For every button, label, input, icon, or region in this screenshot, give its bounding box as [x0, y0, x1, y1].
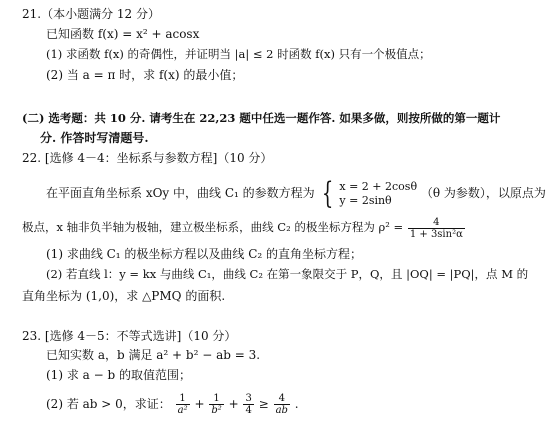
problem-23-q2-line	[46, 391, 299, 417]
parametric-eq-x: x = 2 + 2cosθ	[339, 179, 418, 193]
problem-22-intro: 在平面直角坐标系 xOy 中，曲线 C₁ 的参数方程为	[46, 186, 315, 200]
polar-fraction-numerator: 4	[408, 217, 465, 229]
parametric-eq-y: y = 2sinθ	[339, 193, 392, 207]
elective-instruction-line1: (二) 选考题：共 10 分. 请考生在 22,23 题中任选一题作答. 如果多做，则按所做的第一题计	[22, 111, 501, 125]
geq-sign: ≥	[258, 397, 269, 411]
fraction-2-denominator: b²	[211, 405, 222, 416]
problem-23-q2-prefix: (2) 若 ab > 0，求证：	[46, 397, 171, 411]
problem-22-polar-text: 极点，x 轴非负半轴为极轴，建立极坐标系，曲线 C₂ 的极坐标方程为 ρ² =	[22, 220, 404, 234]
problem-22-q2: (2) 若直线 l：y = kx 与曲线 C₁，曲线 C₂ 在第一象限交于 P，Q，且 |OQ| = |PQ|，点 M 的	[46, 267, 529, 281]
polar-fraction	[408, 217, 465, 240]
problem-22-q1: (1) 求曲线 C₁ 的极坐标方程以及曲线 C₂ 的直角坐标方程；	[46, 247, 363, 261]
fraction-4-denominator: ab	[275, 405, 288, 416]
polar-fraction-denominator: 1 + 3sin²α	[409, 228, 463, 240]
fraction-1-denominator: a²	[177, 405, 188, 416]
problem-22-param-note: （θ 为参数），以原点为	[420, 186, 546, 200]
fraction-4-over-ab	[274, 393, 290, 416]
problem-21-given: 已知函数 f(x) = x² + acosx	[46, 27, 200, 41]
problem-22-q2-continued: 直角坐标为 (1,0)，求 △PMQ 的面积.	[22, 289, 226, 303]
fraction-3-numerator: 3	[245, 393, 252, 404]
brace-symbol: {	[322, 175, 334, 211]
problem-21-q2: (2) 当 a = π 时，求 f(x) 的最小值；	[46, 68, 244, 82]
fraction-3-denominator: 4	[245, 405, 252, 416]
fraction-1-numerator: 1	[176, 393, 190, 405]
problem-23-given: 已知实数 a，b 满足 a² + b² − ab = 3.	[46, 348, 261, 362]
problem-21-q1: (1) 求函数 f(x) 的奇偶性，并证明当 |a| ≤ 2 时函数 f(x) 只有一个极值点；	[46, 47, 431, 61]
ending-period: .	[294, 397, 299, 411]
problem-22-heading: 22. [选修 4－4：坐标系与参数方程]（10 分）	[22, 151, 273, 165]
plus-sign-1: +	[194, 397, 205, 411]
parametric-system	[318, 175, 418, 211]
fraction-1-over-a2	[176, 393, 190, 416]
fraction-4-numerator: 4	[274, 393, 290, 405]
problem-22-intro-line	[46, 175, 546, 211]
fraction-2-numerator: 1	[209, 393, 223, 405]
problem-21-heading: 21.（本小题满分 12 分）	[22, 7, 160, 21]
elective-instruction-line2: 分. 作答时写清题号.	[40, 131, 149, 145]
fraction-3-over-4	[243, 393, 253, 416]
fraction-1-over-b2	[209, 393, 223, 416]
plus-sign-2: +	[228, 397, 239, 411]
problem-22-line2	[22, 214, 466, 240]
problem-23-q1: (1) 求 a − b 的取值范围；	[46, 368, 191, 382]
problem-23-heading: 23. [选修 4－5：不等式选讲]（10 分）	[22, 329, 237, 343]
